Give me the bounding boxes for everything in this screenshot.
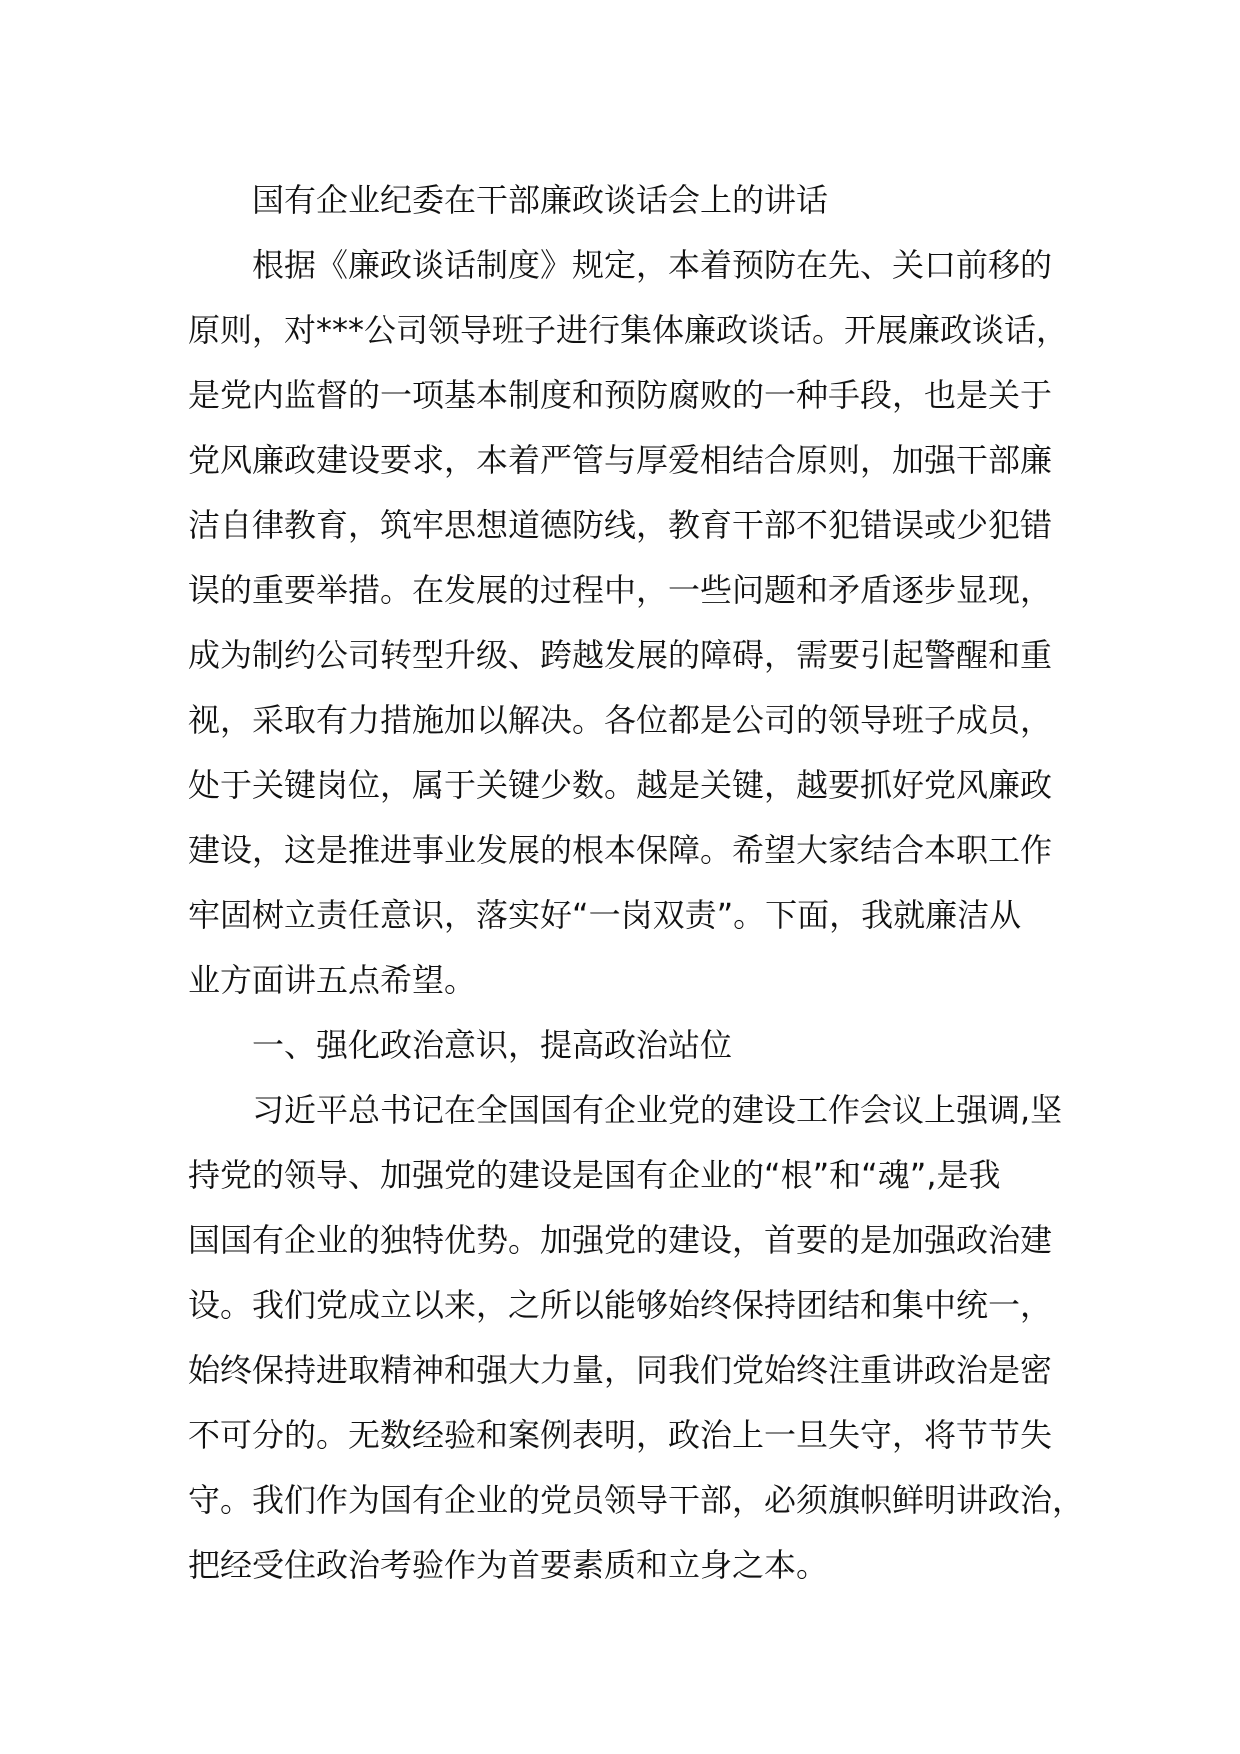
paragraph-line: 业方面讲五点希望。 xyxy=(188,961,477,999)
paragraph-line: 根据《廉政谈话制度》规定，本着预防在先、关口前移的 xyxy=(252,246,1053,284)
section-heading-1: 一、强化政治意识，提高政治站位 xyxy=(252,1026,733,1064)
paragraph-line: 党风廉政建设要求，本着严管与厚爱相结合原则，加强干部廉 xyxy=(188,441,1053,479)
paragraph-line: 习近平总书记在全国国有企业党的建设工作会议上强调,坚 xyxy=(252,1091,1063,1129)
paragraph-line: 设。我们党成立以来，之所以能够始终保持团结和集中统一， xyxy=(188,1286,1053,1324)
paragraph-line: 视，采取有力措施加以解决。各位都是公司的领导班子成员， xyxy=(188,701,1053,739)
document-title: 国有企业纪委在干部廉政谈话会上的讲话 xyxy=(252,181,829,219)
paragraph-line: 原则，对***公司领导班子进行集体廉政谈话。开展廉政谈话， xyxy=(188,311,1069,349)
paragraph-2 xyxy=(188,1078,1085,1598)
paragraph-line: 国国有企业的独特优势。加强党的建设，首要的是加强政治建 xyxy=(188,1221,1053,1259)
paragraph-line: 守。我们作为国有企业的党员领导干部，必须旗帜鲜明讲政治， xyxy=(188,1481,1085,1519)
paragraph-line: 牢固树立责任意识，落实好“一岗双责”。下面，我就廉洁从 xyxy=(188,896,1022,934)
paragraph-line: 洁自律教育，筑牢思想道德防线，教育干部不犯错误或少犯错 xyxy=(188,506,1053,544)
paragraph-line: 始终保持进取精神和强大力量，同我们党始终注重讲政治是密 xyxy=(188,1351,1053,1389)
paragraph-1 xyxy=(188,233,1068,1013)
paragraph-line: 持党的领导、加强党的建设是国有企业的“根”和“魂”,是我 xyxy=(188,1156,1001,1194)
paragraph-line: 把经受住政治考验作为首要素质和立身之本。 xyxy=(188,1546,829,1584)
paragraph-line: 处于关键岗位，属于关键少数。越是关键，越要抓好党风廉政 xyxy=(188,766,1053,804)
paragraph-line: 建设，这是推进事业发展的根本保障。希望大家结合本职工作 xyxy=(188,831,1053,869)
document-page xyxy=(188,168,1085,1598)
paragraph-line: 不可分的。无数经验和案例表明，政治上一旦失守，将节节失 xyxy=(188,1416,1053,1454)
paragraph-line: 成为制约公司转型升级、跨越发展的障碍，需要引起警醒和重 xyxy=(188,636,1053,674)
paragraph-line: 是党内监督的一项基本制度和预防腐败的一种手段，也是关于 xyxy=(188,376,1053,414)
paragraph-line: 误的重要举措。在发展的过程中，一些问题和矛盾逐步显现， xyxy=(188,571,1053,609)
